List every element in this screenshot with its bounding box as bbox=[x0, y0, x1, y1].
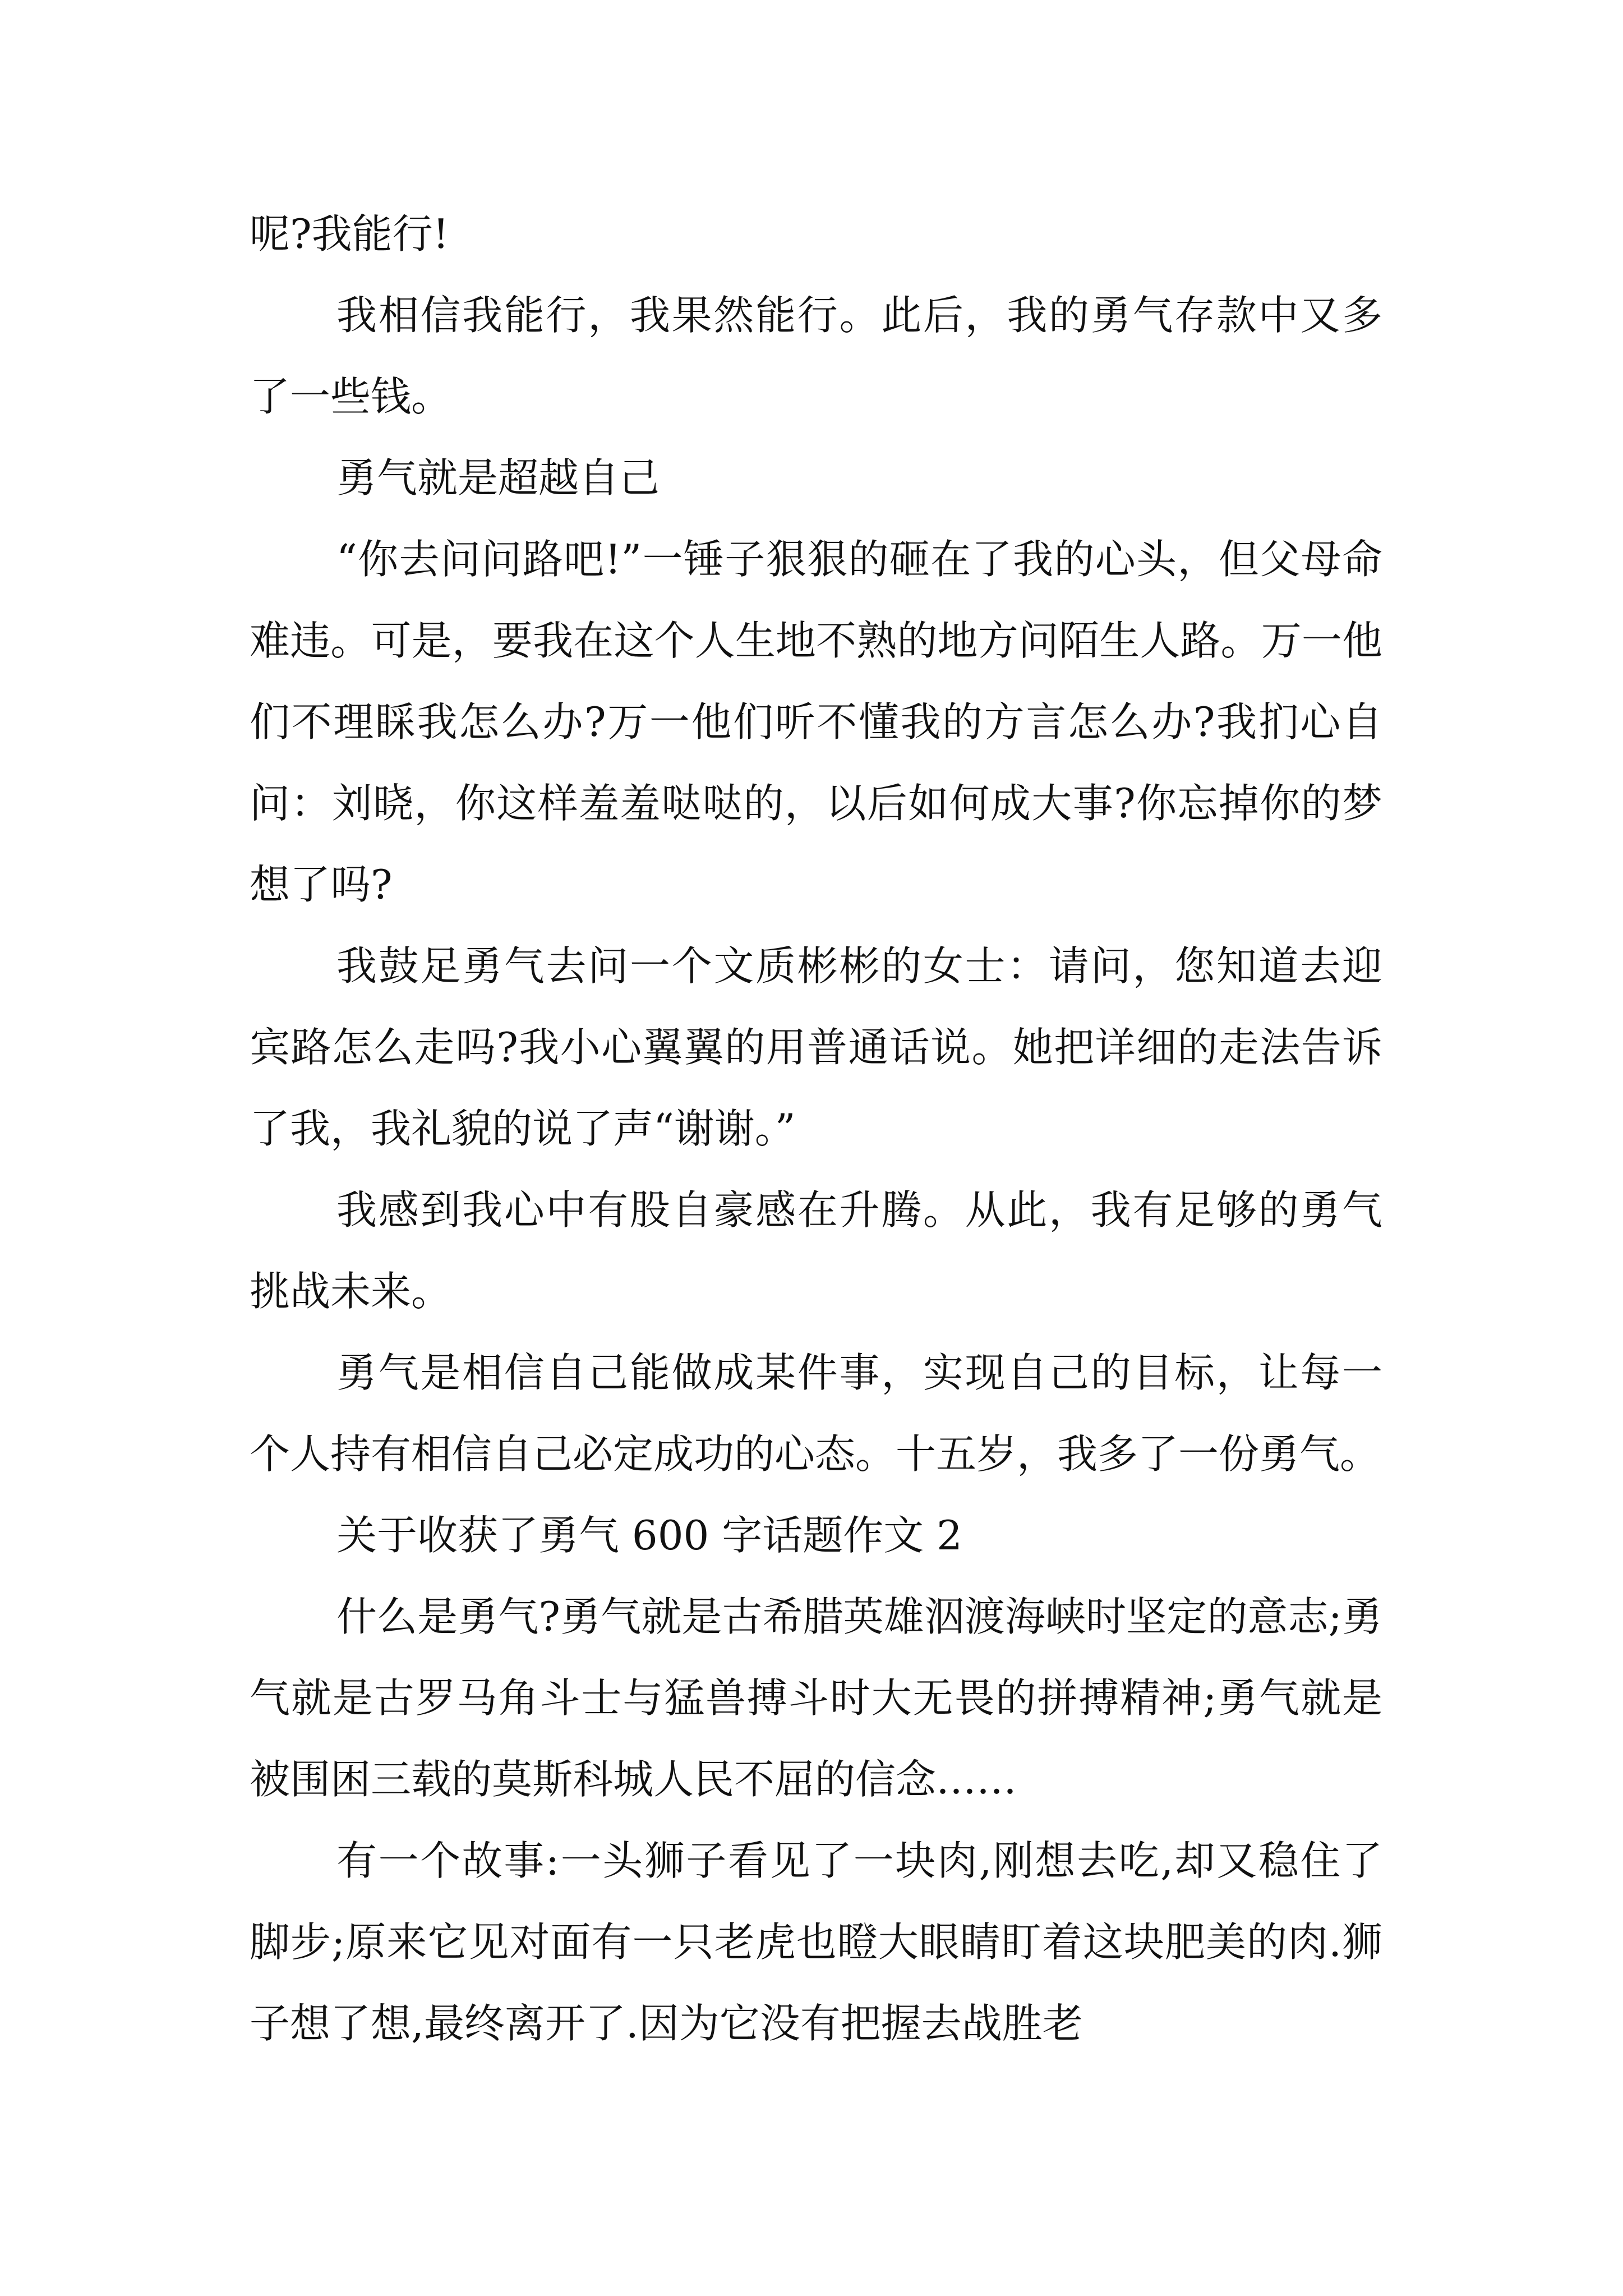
paragraph-7: 什么是勇气?勇气就是古希腊英雄泅渡海峡时坚定的意志;勇气就是古罗马角斗士与猛兽搏斗时大无畏的拼搏精神;勇气就是被围困三载的莫斯科城人民不屈的信念…… bbox=[250, 1593, 1382, 1803]
paragraph-3: “你去问问路吧!”一锤子狠狠的砸在了我的心头，但父母命难违。可是，要我在这个人生地不熟的地方问陌生人路。万一他们不理睬我怎么办?万一他们听不懂我的方言怎么办?我扪心自问：刘晓，你这样羞羞哒哒的，以后如何成大事?你忘掉你的梦想了吗? bbox=[250, 536, 1382, 908]
paragraph-2: 我相信我能行，我果然能行。此后，我的勇气存款中又多了一些钱。 bbox=[250, 292, 1382, 420]
paragraph-4: 我鼓足勇气去问一个文质彬彬的女士：请问，您知道去迎宾路怎么走吗?我小心翼翼的用普通话说。她把详细的走法告诉了我，我礼貌的说了声“谢谢。” bbox=[250, 942, 1382, 1152]
section-heading-1: 勇气就是超越自己 bbox=[336, 454, 660, 501]
paragraph-5: 我感到我心中有股自豪感在升腾。从此，我有足够的勇气挑战未来。 bbox=[250, 1186, 1382, 1315]
paragraph-8: 有一个故事:一头狮子看见了一块肉,刚想去吃,却又稳住了脚步;原来它见对面有一只老虎也瞪大眼睛盯着这块肥美的肉.狮子想了想,最终离开了.因为它没有把握去战胜老 bbox=[250, 1837, 1382, 2047]
document-body bbox=[250, 194, 1382, 2064]
section-heading-2: 关于收获了勇气 600 字话题作文 2 bbox=[336, 1512, 962, 1559]
paragraph-6: 勇气是相信自己能做成某件事，实现自己的目标，让每一个人持有相信自己必定成功的心态。十五岁，我多了一份勇气。 bbox=[250, 1349, 1382, 1478]
paragraph-1: 呢?我能行! bbox=[250, 210, 449, 257]
